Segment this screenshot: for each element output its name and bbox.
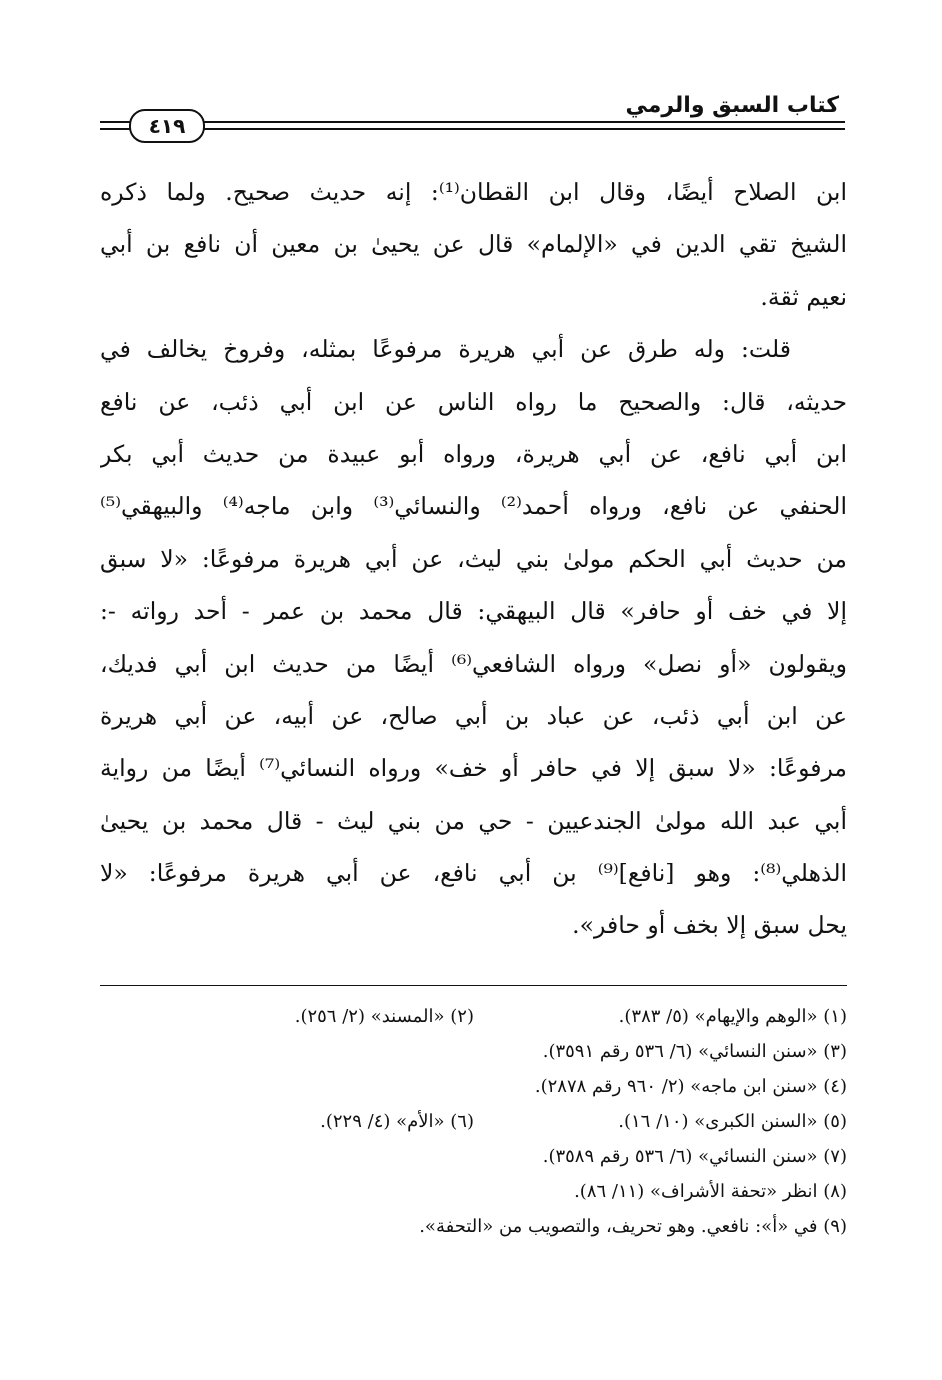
footnote-row — [100, 1104, 847, 1139]
main-text — [100, 166, 847, 952]
header-rule-double — [100, 128, 845, 130]
text-line: عن ابن أبي ذئب، عن عباد بن أبي صالح، عن أبيه، عن أبي هريرة — [100, 701, 847, 730]
footnote-row — [100, 999, 847, 1034]
footnote-row — [100, 1174, 847, 1209]
running-title: كتاب السبق والرمي — [625, 93, 839, 118]
text-line: نعيم ثقة. — [760, 282, 847, 311]
text-line: الشيخ تقي الدين في «الإلمام» قال عن يحيىٰ بن معين أن نافع بن أبي — [100, 230, 847, 259]
footnote-9: (٩) في «أ»: نافعي. وهو تحريف، والتصويب من «التحفة». — [419, 1216, 847, 1237]
footnote-6: (٦) «الأم» (٤/ ٢٢٩). — [320, 1111, 474, 1132]
text-line: حديثه، قال: والصحيح ما رواه الناس عن ابن أبي ذئب، عن نافع — [100, 387, 847, 416]
header-rule — [100, 121, 845, 123]
footnote-3: (٣) «سنن النسائي» (٦/ ٥٣٦ رقم ٣٥٩١). — [542, 1041, 847, 1062]
text-line: من حديث أبي الحكم مولىٰ بني ليث، عن أبي هريرة مرفوعًا: «لا سبق — [100, 544, 847, 573]
text-line: ويقولون «أو نصل» ورواه الشافعي⁽⁶⁾ أيضًا من حديث ابن أبي فديك، — [100, 649, 847, 678]
text-line: ابن الصلاح أيضًا، وقال ابن القطان⁽¹⁾: إنه حديث صحيح. ولما ذكره — [100, 178, 847, 206]
footnote-8: (٨) انظر «تحفة الأشراف» (١١/ ٨٦). — [574, 1181, 847, 1202]
text-line: الحنفي عن نافع، ورواه أحمد⁽²⁾ والنسائي⁽³⁾ وابن ماجه⁽⁴⁾ والبيهقي⁽⁵⁾ — [100, 492, 847, 521]
text-line: ابن أبي نافع، عن أبي هريرة، ورواه أبو عبيدة من حديث أبي بكر — [100, 439, 847, 468]
footnote-row — [100, 1209, 847, 1244]
text-line: الذهلي⁽⁸⁾: وهو [نافع]⁽⁹⁾ بن أبي نافع، عن أبي هريرة مرفوعًا: «لا — [100, 859, 847, 888]
footnote-7: (٧) «سنن النسائي» (٦/ ٥٣٦ رقم ٣٥٨٩). — [542, 1146, 847, 1167]
footnote-row — [100, 1139, 847, 1174]
footnote-separator — [100, 985, 847, 986]
footnotes — [100, 999, 847, 1244]
text-line: يحل سبق إلا بخف أو حافر». — [572, 911, 847, 940]
text-line: مرفوعًا: «لا سبق إلا في حافر أو خف» ورواه النسائي⁽⁷⁾ أيضًا من رواية — [100, 754, 847, 783]
footnote-row — [100, 1034, 847, 1069]
footnote-5: (٥) «السنن الكبرى» (١٠/ ١٦). — [618, 1111, 847, 1132]
page-number: ٤١٩ — [129, 109, 205, 143]
text-line: قلت: وله طرق عن أبي هريرة مرفوعًا بمثله، وفروخ يخالف في — [100, 335, 791, 364]
footnote-2: (٢) «المسند» (٢/ ٢٥٦). — [294, 1006, 474, 1027]
footnote-row — [100, 1069, 847, 1104]
text-line: إلا في خف أو حافر» قال البيهقي: قال محمد بن عمر - أحد رواته -: — [100, 597, 847, 626]
footnote-1: (١) «الوهم والإيهام» (٥/ ٣٨٣). — [618, 1006, 847, 1027]
footnote-4: (٤) «سنن ابن ماجه» (٢/ ٩٦٠ رقم ٢٨٧٨). — [534, 1076, 847, 1097]
text-line: أبي عبد الله مولىٰ الجندعيين - حي من بني ليث - قال محمد بن يحيىٰ — [100, 806, 847, 835]
